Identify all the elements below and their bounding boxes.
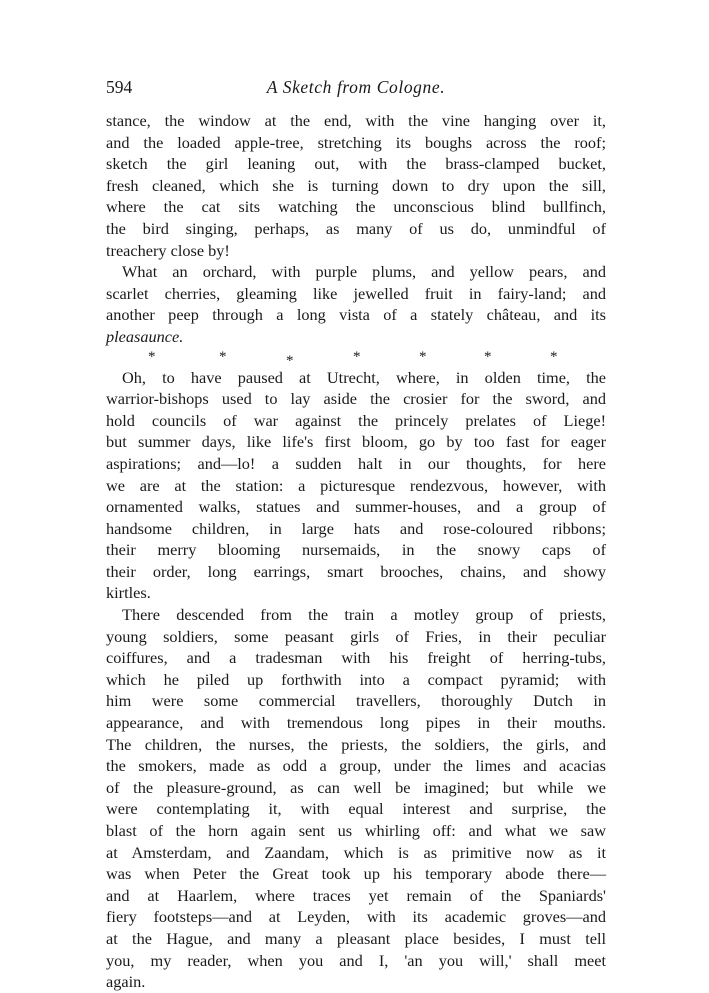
text-line: ornamented walks, statues and summer-houses, and a group of	[106, 497, 606, 517]
paragraph-2	[106, 261, 606, 347]
text-line: hold councils of war against the princely prelates of Liege!	[106, 410, 606, 430]
text-line: where the cat sits watching the unconscious blind bullfinch,	[106, 197, 606, 217]
text-line: young soldiers, some peasant girls of Fries, in their peculiar	[106, 626, 606, 646]
text-line: another peep through a long vista of a stately château, and its	[106, 305, 606, 325]
text-line: the smokers, made as odd a group, under the limes and acacias	[106, 756, 606, 776]
section-break-asterisks	[106, 348, 606, 367]
text-line: warrior-bishops used to lay aside the crosier for the sword, and	[106, 389, 606, 409]
text-line: their merry blooming nursemaids, in the snowy caps of	[106, 540, 606, 560]
paragraph-1	[106, 110, 606, 261]
asterisk: *	[484, 348, 492, 365]
text-line: treachery close by!	[106, 240, 230, 260]
text-line: pleasaunce.	[106, 326, 184, 346]
book-page	[106, 76, 606, 993]
text-line: was when Peter the Great took up his temporary abode there—	[106, 864, 606, 884]
text-line: coiffures, and a tradesman with his freight of herring-tubs,	[106, 648, 606, 668]
paragraph-3	[106, 367, 606, 605]
text-line: at the Hague, and many a pleasant place besides, I must tell	[106, 928, 606, 948]
text-line: were contemplating it, with equal interest and surprise, the	[106, 799, 606, 819]
text-line: the bird singing, perhaps, as many of us do, unmindful of	[106, 218, 606, 238]
text-line: scarlet cherries, gleaming like jewelled fruit in fairy-land; and	[106, 283, 606, 303]
text-line: kirtles.	[106, 583, 151, 603]
paragraph-4	[106, 604, 606, 993]
asterisk: *	[148, 348, 156, 365]
text-line: at Amsterdam, and Zaandam, which is as primitive now as it	[106, 842, 606, 862]
text-line: fiery footsteps—and at Leyden, with its academic groves—and	[106, 907, 606, 927]
text-line: their order, long earrings, smart brooches, chains, and showy	[106, 561, 606, 581]
text-line: him were some commercial travellers, thoroughly Dutch in	[106, 691, 606, 711]
text-line: and at Haarlem, where traces yet remain of the Spaniards'	[106, 885, 606, 905]
running-title: A Sketch from Cologne.	[266, 77, 446, 97]
text-line: but summer days, like life's first bloom, go by too fast for eager	[106, 432, 606, 452]
asterisk: *	[353, 348, 361, 365]
text-line: fresh cleaned, which she is turning down to dry upon the sill,	[106, 175, 606, 195]
text-line: appearance, and with tremendous long pipes in their mouths.	[106, 713, 606, 733]
asterisk: *	[550, 348, 558, 365]
text-line: Oh, to have paused at Utrecht, where, in olden time, the	[122, 367, 606, 387]
text-line: sketch the girl leaning out, with the brass-clamped bucket,	[106, 154, 606, 174]
text-line: What an orchard, with purple plums, and yellow pears, and	[122, 262, 606, 282]
text-line: stance, the window at the end, with the vine hanging over it,	[106, 111, 606, 130]
text-line: again.	[106, 972, 146, 992]
text-line: handsome children, in large hats and rose-coloured ribbons;	[106, 518, 606, 538]
text-line: The children, the nurses, the priests, the soldiers, the girls, and	[106, 734, 606, 754]
asterisk: *	[286, 352, 294, 369]
asterisk: *	[419, 348, 427, 365]
text-line: of the pleasure-ground, as can well be imagined; but while we	[106, 777, 606, 797]
text-line: we are at the station: a picturesque rendezvous, however, with	[106, 475, 606, 495]
page-header	[106, 76, 606, 104]
text-line: you, my reader, when you and I, 'an you will,' shall meet	[106, 950, 606, 970]
asterisk: *	[219, 348, 227, 365]
body-text	[106, 110, 606, 993]
text-line: which he piled up forthwith into a compact pyramid; with	[106, 669, 606, 689]
text-line: There descended from the train a motley group of priests,	[122, 605, 606, 625]
text-line: blast of the horn again sent us whirling off: and what we saw	[106, 821, 606, 840]
text-line: aspirations; and—lo! a sudden halt in our thoughts, for here	[106, 453, 606, 473]
page-number: 594	[106, 77, 133, 97]
text-line: and the loaded apple-tree, stretching its boughs across the roof;	[106, 132, 606, 152]
